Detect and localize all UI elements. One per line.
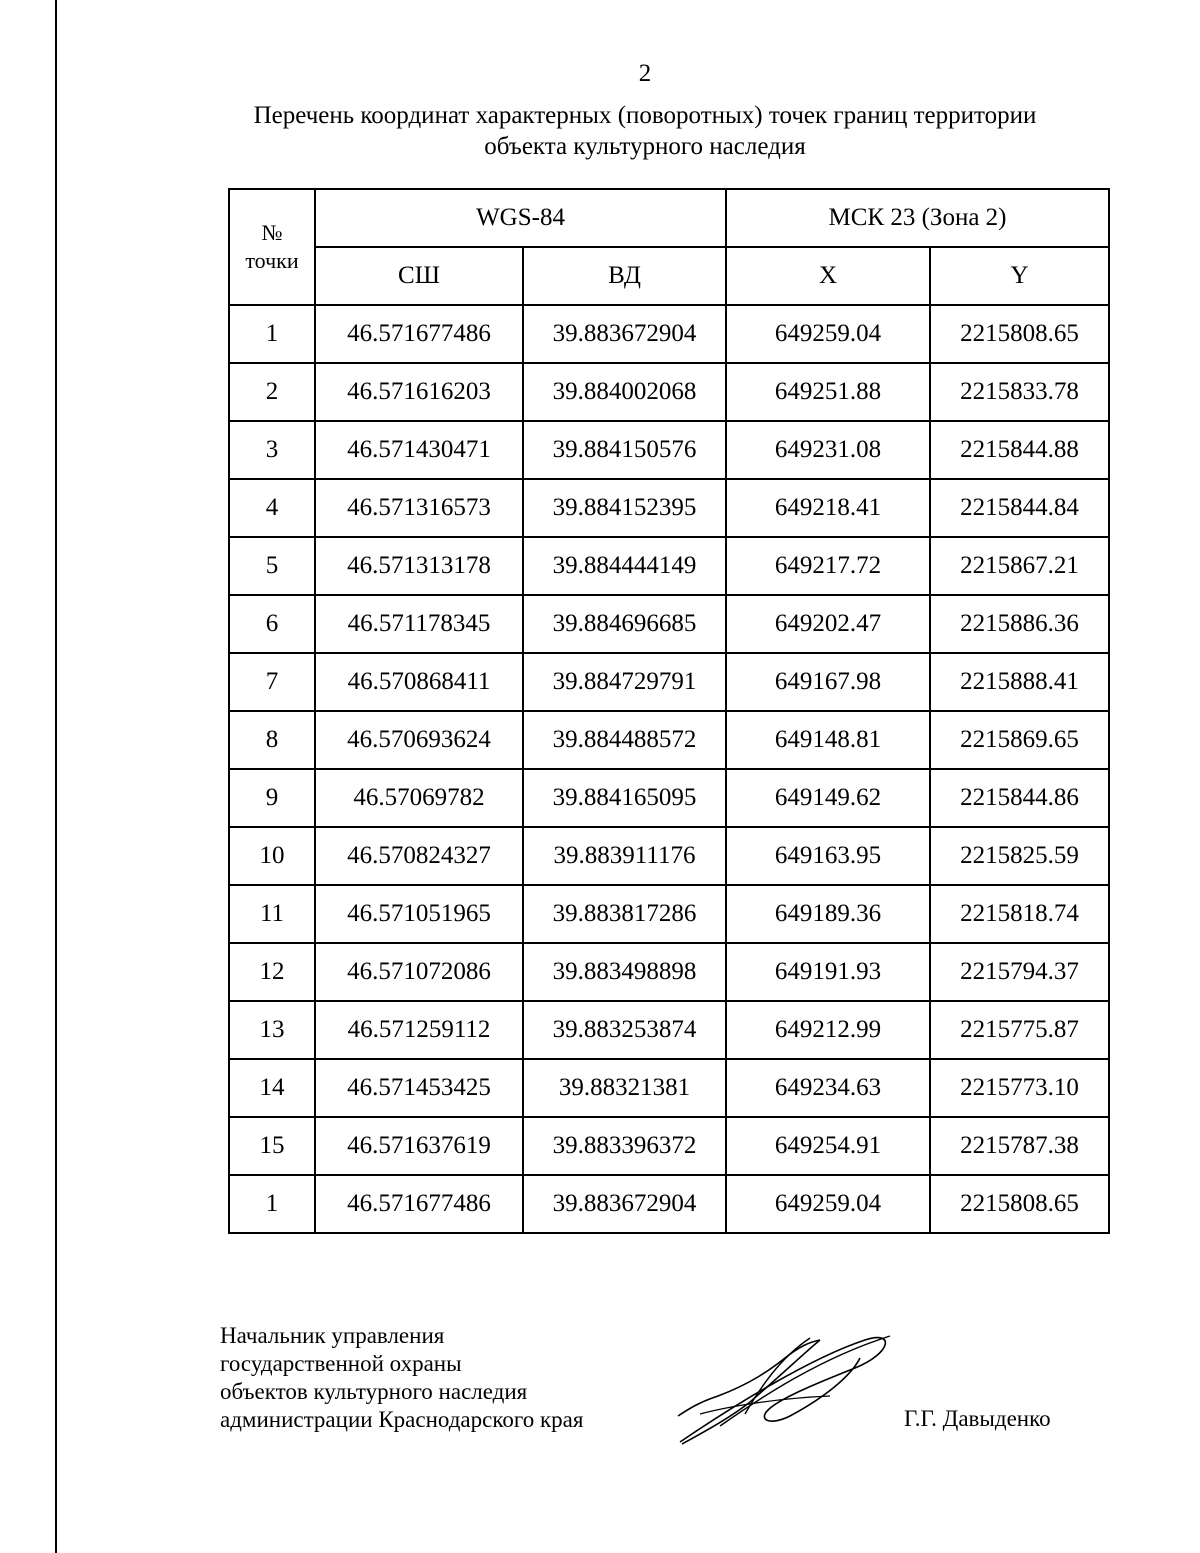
- cell-longitude: 39.884165095: [523, 769, 726, 827]
- cell-x: 649259.04: [726, 305, 930, 363]
- cell-latitude: 46.571316573: [315, 479, 523, 537]
- cell-latitude: 46.571677486: [315, 1175, 523, 1233]
- header-y: Y: [930, 247, 1109, 305]
- cell-x: 649217.72: [726, 537, 930, 595]
- cell-latitude: 46.571430471: [315, 421, 523, 479]
- signer-position: [220, 1322, 583, 1434]
- cell-y: 2215844.86: [930, 769, 1109, 827]
- table-row: [229, 827, 1109, 885]
- document-title: [0, 100, 1200, 162]
- cell-point-number: 15: [229, 1117, 315, 1175]
- cell-latitude: 46.571178345: [315, 595, 523, 653]
- left-margin-line: [55, 0, 57, 1553]
- header-msk23: МСК 23 (Зона 2): [726, 189, 1109, 247]
- cell-longitude: 39.884696685: [523, 595, 726, 653]
- table-row: [229, 595, 1109, 653]
- cell-longitude: 39.883253874: [523, 1001, 726, 1059]
- cell-latitude: 46.570868411: [315, 653, 523, 711]
- cell-x: 649259.04: [726, 1175, 930, 1233]
- header-point-number: [229, 189, 315, 305]
- cell-longitude: 39.884150576: [523, 421, 726, 479]
- cell-x: 649234.63: [726, 1059, 930, 1117]
- cell-point-number: 5: [229, 537, 315, 595]
- table-header-row-2: [229, 247, 1109, 305]
- cell-point-number: 3: [229, 421, 315, 479]
- cell-y: 2215825.59: [930, 827, 1109, 885]
- cell-latitude: 46.570824327: [315, 827, 523, 885]
- page-number: 2: [638, 60, 652, 87]
- cell-y: 2215794.37: [930, 943, 1109, 1001]
- cell-y: 2215773.10: [930, 1059, 1109, 1117]
- cell-longitude: 39.884002068: [523, 363, 726, 421]
- cell-longitude: 39.883396372: [523, 1117, 726, 1175]
- cell-latitude: 46.571637619: [315, 1117, 523, 1175]
- table-row: [229, 363, 1109, 421]
- cell-point-number: 13: [229, 1001, 315, 1059]
- cell-y: 2215844.88: [930, 421, 1109, 479]
- table-row: [229, 885, 1109, 943]
- cell-point-number: 8: [229, 711, 315, 769]
- cell-x: 649231.08: [726, 421, 930, 479]
- cell-longitude: 39.883672904: [523, 1175, 726, 1233]
- title-line-1: Перечень координат характерных (поворотных) точек границ территории: [253, 102, 1037, 129]
- cell-point-number: 14: [229, 1059, 315, 1117]
- table-row: [229, 1059, 1109, 1117]
- position-line-4: администрации Краснодарского края: [220, 1407, 584, 1432]
- cell-point-number: 9: [229, 769, 315, 827]
- handwritten-signature: [660, 1318, 900, 1458]
- position-line-1: Начальник управления: [220, 1323, 445, 1348]
- header-no-label: точки: [245, 248, 299, 273]
- header-longitude: ВД: [523, 247, 726, 305]
- position-line-3: объектов культурного наследия: [220, 1379, 528, 1404]
- cell-y: 2215833.78: [930, 363, 1109, 421]
- table-row: [229, 653, 1109, 711]
- coordinates-table: [228, 188, 1110, 1234]
- table-row: [229, 1117, 1109, 1175]
- cell-y: 2215808.65: [930, 305, 1109, 363]
- cell-x: 649189.36: [726, 885, 930, 943]
- header-latitude: СШ: [315, 247, 523, 305]
- table-row: [229, 1001, 1109, 1059]
- table-row: [229, 479, 1109, 537]
- signer-name: Г.Г. Давыденко: [904, 1406, 1051, 1431]
- cell-y: 2215775.87: [930, 1001, 1109, 1059]
- cell-latitude: 46.571259112: [315, 1001, 523, 1059]
- cell-x: 649163.95: [726, 827, 930, 885]
- cell-x: 649218.41: [726, 479, 930, 537]
- table-body: [229, 305, 1109, 1233]
- cell-longitude: 39.883911176: [523, 827, 726, 885]
- cell-point-number: 2: [229, 363, 315, 421]
- cell-y: 2215844.84: [930, 479, 1109, 537]
- header-wgs84: WGS-84: [315, 189, 726, 247]
- table-row: [229, 769, 1109, 827]
- cell-y: 2215787.38: [930, 1117, 1109, 1175]
- cell-latitude: 46.57069782: [315, 769, 523, 827]
- cell-longitude: 39.88321381: [523, 1059, 726, 1117]
- cell-x: 649167.98: [726, 653, 930, 711]
- cell-longitude: 39.884488572: [523, 711, 726, 769]
- cell-latitude: 46.571051965: [315, 885, 523, 943]
- cell-point-number: 11: [229, 885, 315, 943]
- cell-latitude: 46.571677486: [315, 305, 523, 363]
- header-no-sign: №: [261, 220, 283, 245]
- title-line-2: объекта культурного наследия: [484, 133, 806, 160]
- cell-y: 2215886.36: [930, 595, 1109, 653]
- cell-x: 649212.99: [726, 1001, 930, 1059]
- table-header-row-1: [229, 189, 1109, 247]
- cell-x: 649202.47: [726, 595, 930, 653]
- cell-point-number: 1: [229, 1175, 315, 1233]
- cell-point-number: 4: [229, 479, 315, 537]
- cell-longitude: 39.883498898: [523, 943, 726, 1001]
- cell-x: 649251.88: [726, 363, 930, 421]
- table-row: [229, 1175, 1109, 1233]
- table-row: [229, 537, 1109, 595]
- position-line-2: государственной охраны: [220, 1351, 462, 1376]
- cell-longitude: 39.883672904: [523, 305, 726, 363]
- cell-point-number: 6: [229, 595, 315, 653]
- cell-longitude: 39.884444149: [523, 537, 726, 595]
- cell-point-number: 1: [229, 305, 315, 363]
- table-row: [229, 711, 1109, 769]
- cell-y: 2215818.74: [930, 885, 1109, 943]
- cell-longitude: 39.884152395: [523, 479, 726, 537]
- cell-y: 2215808.65: [930, 1175, 1109, 1233]
- cell-y: 2215867.21: [930, 537, 1109, 595]
- cell-x: 649191.93: [726, 943, 930, 1001]
- table-row: [229, 421, 1109, 479]
- header-x: X: [726, 247, 930, 305]
- table-row: [229, 305, 1109, 363]
- cell-point-number: 12: [229, 943, 315, 1001]
- cell-point-number: 10: [229, 827, 315, 885]
- cell-x: 649149.62: [726, 769, 930, 827]
- cell-latitude: 46.571616203: [315, 363, 523, 421]
- cell-longitude: 39.884729791: [523, 653, 726, 711]
- cell-point-number: 7: [229, 653, 315, 711]
- cell-latitude: 46.571072086: [315, 943, 523, 1001]
- table-row: [229, 943, 1109, 1001]
- cell-y: 2215869.65: [930, 711, 1109, 769]
- cell-y: 2215888.41: [930, 653, 1109, 711]
- cell-x: 649148.81: [726, 711, 930, 769]
- cell-x: 649254.91: [726, 1117, 930, 1175]
- cell-latitude: 46.571313178: [315, 537, 523, 595]
- cell-latitude: 46.570693624: [315, 711, 523, 769]
- cell-latitude: 46.571453425: [315, 1059, 523, 1117]
- cell-longitude: 39.883817286: [523, 885, 726, 943]
